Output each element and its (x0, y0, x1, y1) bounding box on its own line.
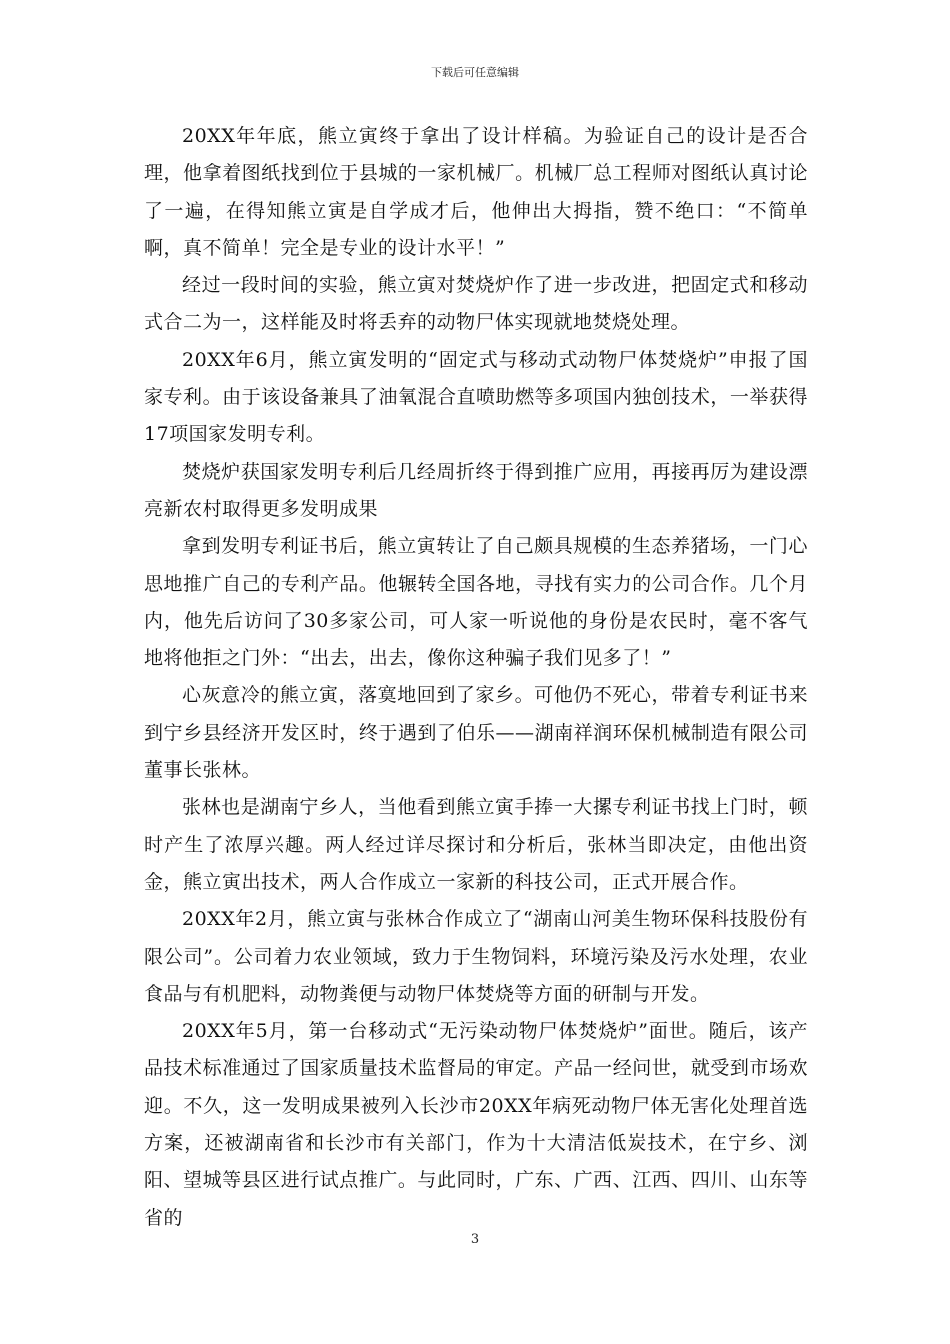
paragraph-6: 心灰意冷的熊立寅，落寞地回到了家乡。可他仍不死心，带着专利证书来到宁乡县经济开发区时，终于遇到了伯乐——湖南祥润环保机械制造有限公司董事长张林。 (144, 684, 808, 782)
paragraph-8: 20XX年2月，熊立寅与张林合作成立了“湖南山河美生物环保科技股份有限公司”。公司着力农业领域，致力于生物饲料，环境污染及污水处理，农业食品与有机肥料，动物粪便与动物尸体焚烧等方面的研制与开发。 (144, 908, 808, 1005)
paragraph-5: 拿到发明专利证书后，熊立寅转让了自己颇具规模的生态养猪场，一门心思地推广自己的专利产品。他辗转全国各地，寻找有实力的公司合作。几个月内，他先后访问了30多家公司，可人家一听说他的身份是农民时，毫不客气地将他拒之门外：“出去，出去，像你这种骗子我们见多了！” (144, 535, 808, 670)
paragraph-9: 20XX年5月，第一台移动式“无污染动物尸体焚烧炉”面世。随后，该产品技术标准通过了国家质量技术监督局的审定。产品一经问世，就受到市场欢迎。不久，这一发明成果被列入长沙市20XX年病死动物尸体无害化处理首选方案，还被湖南省和长沙市有关部门，作为十大清洁低炭技术，在宁乡、浏阳、望城等县区进行试点推广。与此同时，广东、广西、江西、四川、山东等省的 (144, 1020, 808, 1229)
document-body (144, 118, 808, 1237)
paragraph-3: 20XX年6月，熊立寅发明的“固定式与移动式动物尸体焚烧炉”申报了国家专利。由于该设备兼具了油氧混合直喷助燃等多项国内独创技术，一举获得17项国家发明专利。 (144, 348, 808, 446)
paragraph-1: 20XX年年底，熊立寅终于拿出了设计样稿。为验证自己的设计是否合理，他拿着图纸找到位于县城的一家机械厂。机械厂总工程师对图纸认真讨论了一遍，在得知熊立寅是自学成才后，他伸出大拇指，赞不绝口：“不简单啊，真不简单！完全是专业的设计水平！” (144, 125, 808, 259)
paragraph-2: 经过一段时间的实验，熊立寅对焚烧炉作了进一步改进，把固定式和移动式合二为一，这样能及时将丢弃的动物尸体实现就地焚烧处理。 (144, 274, 808, 334)
page-header: 下载后可任意编辑 (431, 66, 519, 79)
paragraph-7: 张林也是湖南宁乡人，当他看到熊立寅手捧一大摞专利证书找上门时，顿时产生了浓厚兴趣。两人经过详尽探讨和分析后，张林当即决定，由他出资金，熊立寅出技术，两人合作成立一家新的科技公司，正式开展合作。 (144, 796, 808, 893)
paragraph-4: 焚烧炉获国家发明专利后几经周折终于得到推广应用，再接再厉为建设漂亮新农村取得更多发明成果 (144, 460, 808, 520)
page-number: 3 (470, 1232, 480, 1247)
